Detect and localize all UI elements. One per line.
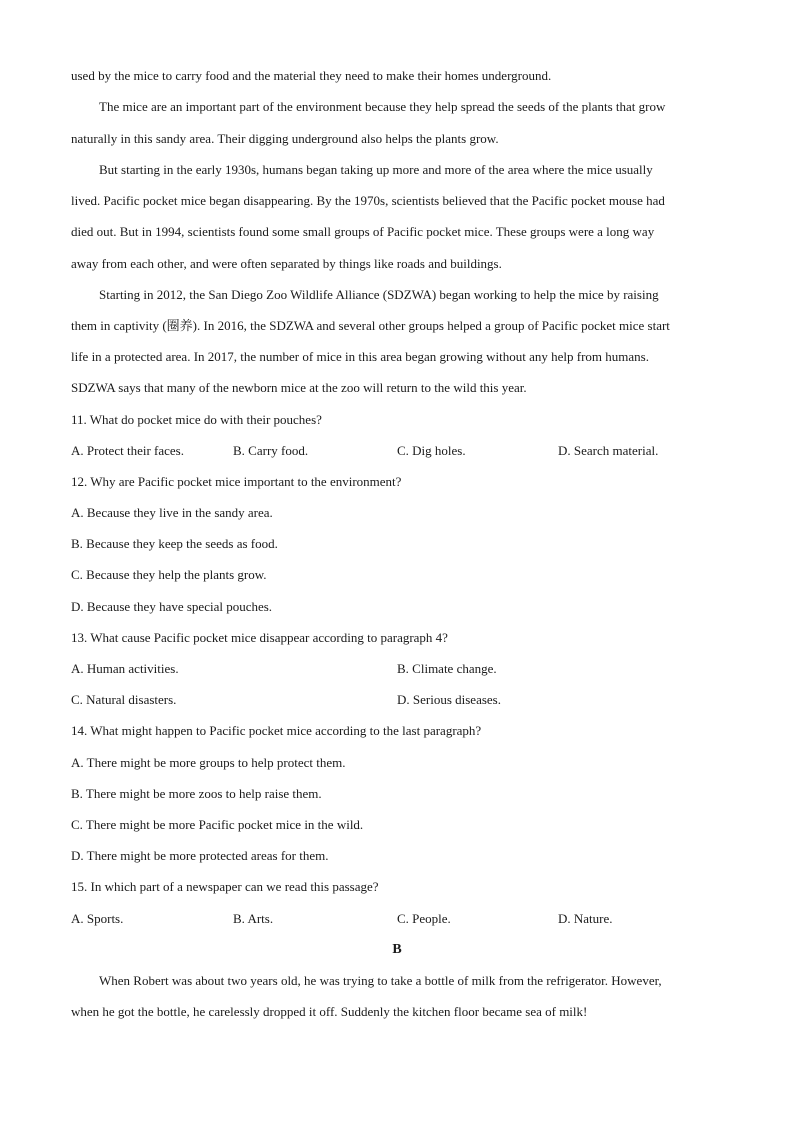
option-11-d: D. Search material. — [558, 443, 659, 458]
paragraph-line: life in a protected area. In 2017, the number of mice in this area began growing without any help from humans. — [71, 349, 649, 364]
option-15-b: B. Arts. — [233, 911, 274, 926]
question-stem-12: 12. Why are Pacific pocket mice important to the environment? — [71, 474, 402, 489]
option-12-c: C. Because they help the plants grow. — [71, 567, 267, 582]
option-11-b: B. Carry food. — [233, 443, 309, 458]
option-11-c: C. Dig holes. — [397, 443, 466, 458]
option-13-d: D. Serious diseases. — [397, 692, 501, 707]
paragraph-line: used by the mice to carry food and the material they need to make their homes underground. — [71, 68, 552, 83]
question-stem-11: 11. What do pocket mice do with their pouches? — [71, 412, 322, 427]
option-13-a: A. Human activities. — [71, 661, 179, 676]
option-13-c: C. Natural disasters. — [71, 692, 177, 707]
option-13-b: B. Climate change. — [397, 661, 497, 676]
paragraph-line: The mice are an important part of the environment because they help spread the seeds of the plants that grow — [99, 99, 666, 114]
section-heading: B — [392, 942, 402, 957]
option-14-d: D. There might be more protected areas for them. — [71, 848, 329, 863]
option-15-a: A. Sports. — [71, 911, 124, 926]
paragraph-line: naturally in this sandy area. Their digging underground also helps the plants grow. — [71, 131, 499, 146]
option-15-c: C. People. — [397, 911, 451, 926]
question-stem-14: 14. What might happen to Pacific pocket mice according to the last paragraph? — [71, 723, 482, 738]
option-15-d: D. Nature. — [558, 911, 613, 926]
paragraph-line: But starting in the early 1930s, humans began taking up more and more of the area where the mice usually — [99, 162, 653, 177]
paragraph-line: When Robert was about two years old, he was trying to take a bottle of milk from the refrigerator. However, — [99, 973, 662, 988]
option-12-b: B. Because they keep the seeds as food. — [71, 536, 278, 551]
paragraph-line: away from each other, and were often separated by things like roads and buildings. — [71, 256, 502, 271]
option-14-a: A. There might be more groups to help protect them. — [71, 755, 346, 770]
question-stem-15: 15. In which part of a newspaper can we read this passage? — [71, 879, 379, 894]
paragraph-line: when he got the bottle, he carelessly dropped it off. Suddenly the kitchen floor became sea of milk! — [71, 1004, 588, 1019]
paragraph-line: died out. But in 1994, scientists found some small groups of Pacific pocket mice. These groups were a long way — [71, 224, 655, 239]
question-stem-13: 13. What cause Pacific pocket mice disappear according to paragraph 4? — [71, 630, 448, 645]
option-12-a: A. Because they live in the sandy area. — [71, 505, 273, 520]
paragraph-line: Starting in 2012, the San Diego Zoo Wildlife Alliance (SDZWA) began working to help the mice by raising — [99, 287, 659, 302]
option-14-c: C. There might be more Pacific pocket mice in the wild. — [71, 817, 364, 832]
paragraph-line: SDZWA says that many of the newborn mice at the zoo will return to the wild this year. — [71, 380, 527, 395]
option-12-d: D. Because they have special pouches. — [71, 599, 273, 614]
paragraph-line: lived. Pacific pocket mice began disappearing. By the 1970s, scientists believed that the Pacific pocket mouse had — [71, 193, 665, 208]
option-11-a: A. Protect their faces. — [71, 443, 184, 458]
paragraph-line: them in captivity (圈养). In 2016, the SDZWA and several other groups helped a group of Pacific pocket mice start — [71, 318, 670, 333]
option-14-b: B. There might be more zoos to help raise them. — [71, 786, 322, 801]
